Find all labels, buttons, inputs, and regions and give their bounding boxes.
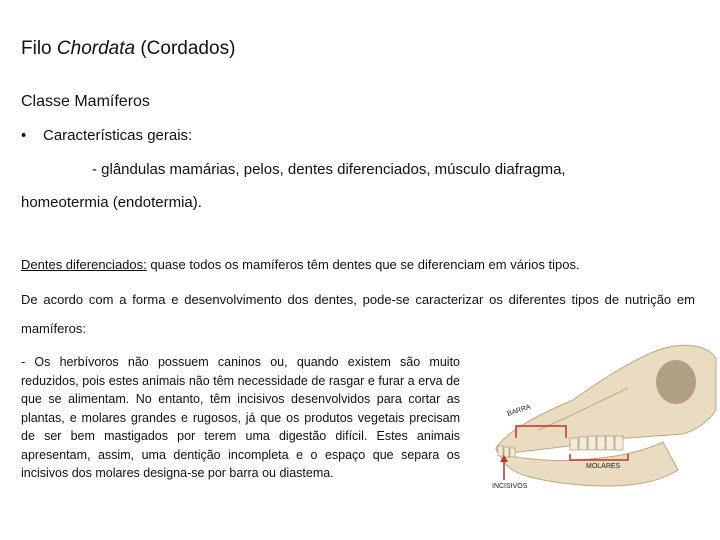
teeth-paragraph (21, 257, 580, 272)
horse-skull-figure (478, 330, 718, 495)
section-heading: Classe Mamíferos (21, 93, 150, 110)
herbivores-paragraph: - Os herbívoros não possuem caninos ou, quando existem são muito reduzidos, pois estes animais não têm necessidade de rasgar e furar a erva de que se alimentam. No entanto, têm incisivos desenvolvidos para cortar as plantas, e molares grandes e rugosos, já que os produtos vegetais precisam de ser bem mastigados por terem uma digestão difícil. Estes animais apresentam, assim, uma dentição incompleta e o espaço que separa os incisivos dos molares designa-se por barra ou diastema. (21, 355, 460, 480)
incisivos-label: INCISIVOS (492, 483, 528, 490)
bullet-text: Características gerais: (43, 127, 193, 144)
nutrition-paragraph: De acordo com a forma e desenvolvimento dos dentes, pode-se caracterizar os diferentes tipos de nutrição em mamíferos: (21, 292, 695, 336)
molares-label: MOLARES (586, 463, 621, 470)
features-text-line2: homeotermia (endotermia). (21, 194, 202, 211)
teeth-label: Dentes diferenciados: (21, 257, 147, 272)
page-title: Filo Chordata (Cordados) (21, 38, 236, 59)
features-text-line1: - glândulas mamárias, pelos, dentes diferenciados, músculo diafragma, (92, 161, 566, 178)
barra-label: BARRA (506, 403, 532, 418)
teeth-text: quase todos os mamíferos têm dentes que se diferenciam em vários tipos. (146, 257, 580, 272)
bullet-item (21, 127, 192, 144)
bullet-icon: • (21, 127, 27, 144)
